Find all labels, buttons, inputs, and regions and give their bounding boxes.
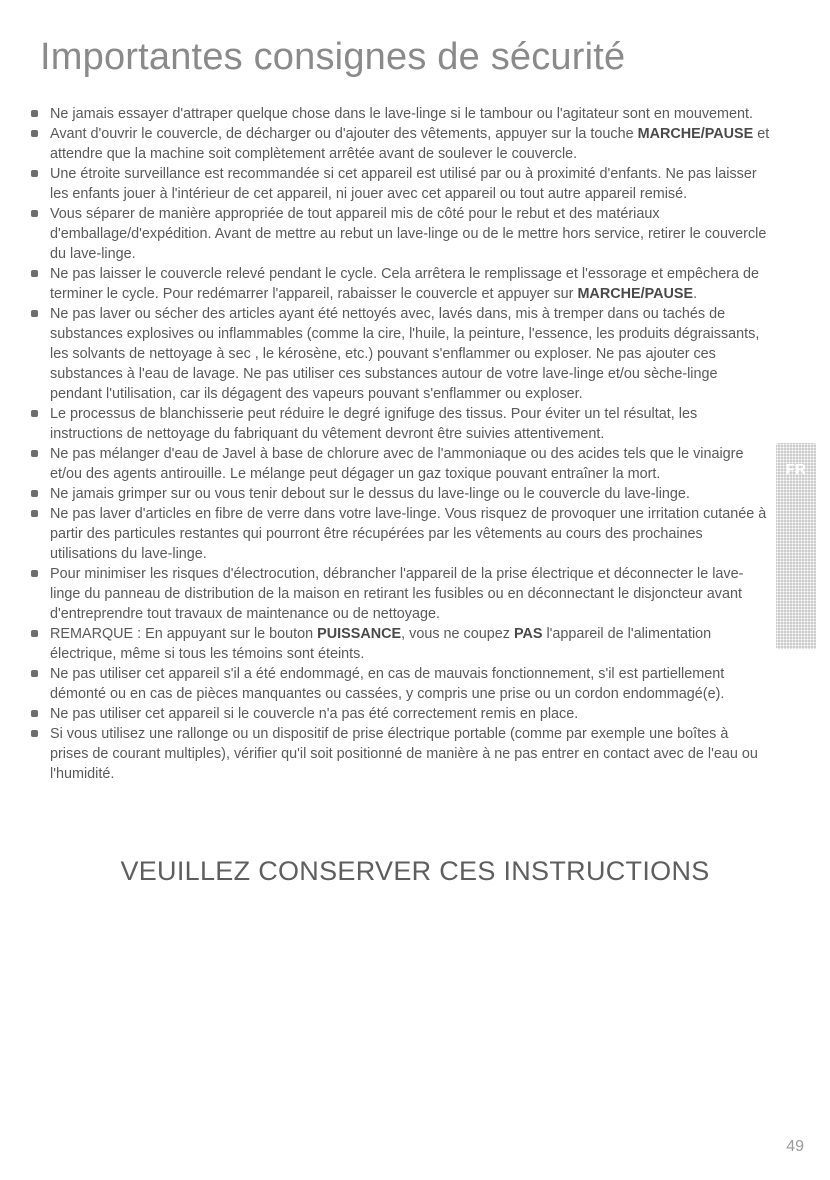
list-item-text: Le processus de blanchisserie peut réduire le degré ignifuge des tissus. Pour éviter un tel résultat, les instructions de nettoyage du fabriquant du vêtement devront être suivies attentivement. — [50, 406, 698, 442]
list-item — [28, 404, 770, 444]
list-item — [28, 264, 770, 304]
square-bullet-icon — [31, 570, 38, 577]
button-reference-marche-pause: MARCHE/PAUSE — [637, 126, 754, 142]
square-bullet-icon — [31, 510, 38, 517]
list-item — [28, 204, 770, 264]
emphasis-pas: PAS — [513, 626, 543, 642]
save-instructions-heading: VEUILLEZ CONSERVER CES INSTRUCTIONS — [120, 856, 710, 886]
list-item-text: Ne pas utiliser cet appareil si le couvercle n'a pas été correctement remis en place. — [50, 706, 579, 722]
square-bullet-icon — [31, 730, 38, 737]
list-item-text: Ne pas laisser le couvercle relevé pendant le cycle. Cela arrêtera le remplissage et l'essorage et empêchera de terminer le cycle. Pour redémarrer l'appareil, rabaisser le couvercle et appuyer sur — [50, 266, 760, 302]
list-item-text: . — [693, 286, 698, 302]
square-bullet-icon — [31, 170, 38, 177]
square-bullet-icon — [31, 210, 38, 217]
list-item-text: , vous ne coupez — [401, 626, 514, 642]
list-item-text: Si vous utilisez une rallonge ou un dispositif de prise électrique portable (comme par exemple une boîtes à prises de courant multiples), vérifier qu'il soit positionné de manière à ne pas entrer en contact avec de l'eau ou l'humidité. — [50, 726, 758, 782]
square-bullet-icon — [31, 450, 38, 457]
list-item — [28, 484, 770, 504]
list-item-text: Avant d'ouvrir le couvercle, de décharger ou d'ajouter des vêtements, appuyer sur la touche — [50, 126, 638, 142]
language-tab — [776, 443, 816, 649]
safety-instructions-list — [28, 104, 770, 784]
list-item — [28, 444, 770, 484]
list-item — [28, 624, 770, 664]
list-item-text: Ne pas laver ou sécher des articles ayant été nettoyés avec, lavés dans, mis à tremper dans ou tachés de substances explosives ou inflammables (comme la cire, l'huile, la peinture, l'essence, les produits dégraissants, les solvants de nettoyage à sec , le kérosène, etc.) pouvant s'enflammer ou exploser. Ne pas ajouter ces substances à l'eau de lavage. Ne pas utiliser ces substances autour de votre lave-linge et/ou sèche-linge pendant l'utilisation, car ils dégagent des vapeurs pouvant s'enflammer ou exploser. — [50, 306, 760, 402]
list-item — [28, 664, 770, 704]
square-bullet-icon — [31, 710, 38, 717]
square-bullet-icon — [31, 670, 38, 677]
list-item-text: Ne jamais essayer d'attraper quelque chose dans le lave-linge si le tambour ou l'agitateur sont en mouvement. — [50, 106, 754, 122]
square-bullet-icon — [31, 630, 38, 637]
page-number: 49 — [786, 1138, 804, 1155]
list-item — [28, 504, 770, 564]
square-bullet-icon — [31, 110, 38, 117]
list-item-text: l'appareil de l'alimentation électrique, même si tous les témoins sont éteints. — [50, 626, 712, 662]
button-reference-puissance: PUISSANCE — [317, 626, 402, 642]
list-item-text: Ne pas mélanger d'eau de Javel à base de chlorure avec de l'ammoniaque ou des acides tels que le vinaigre et/ou des agents antirouille. Le mélange peut dégager un gaz toxique pouvant entraîner la mort. — [50, 446, 744, 482]
square-bullet-icon — [31, 130, 38, 137]
list-item-text: Vous séparer de manière appropriée de tout appareil mis de côté pour le rebut et des matériaux d'emballage/d'expédition. Avant de mettre au rebut un lave-linge ou de le mettre hors service, retirer le couvercle du lave-linge. — [50, 206, 767, 262]
page-title: Importantes consignes de sécurité — [40, 36, 626, 78]
list-item — [28, 164, 770, 204]
square-bullet-icon — [31, 490, 38, 497]
list-item — [28, 564, 770, 624]
list-item-text: et attendre que la machine soit complètement arrêtée avant de soulever le couvercle. — [50, 126, 770, 162]
list-item — [28, 124, 770, 164]
list-item — [28, 724, 770, 784]
list-item-text: Ne pas laver d'articles en fibre de verre dans votre lave-linge. Vous risquez de provoquer une irritation cutanée à partir des particules restantes qui pourront être récupérées par les vêtements au cours des prochaines utilisations du lave-linge. — [50, 506, 767, 562]
list-item-text: Ne jamais grimper sur ou vous tenir debout sur le dessus du lave-linge ou le couvercle du lave-linge. — [50, 486, 690, 502]
square-bullet-icon — [31, 270, 38, 277]
square-bullet-icon — [31, 410, 38, 417]
button-reference-marche-pause: MARCHE/PAUSE — [577, 286, 694, 302]
list-item — [28, 704, 770, 724]
list-item-text: Ne pas utiliser cet appareil s'il a été endommagé, en cas de mauvais fonctionnement, s'il est partiellement démonté ou en cas de pièces manquantes ou cassées, y compris une prise ou un cordon endommagé(e). — [50, 666, 725, 702]
list-item — [28, 304, 770, 404]
square-bullet-icon — [31, 310, 38, 317]
list-item-text: Une étroite surveillance est recommandée si cet appareil est utilisé par ou à proximité d'enfants. Ne pas laisser les enfants jouer à l'intérieur de cet appareil, ni jouer avec cet appareil ou tout autre appareil remisé. — [50, 166, 757, 202]
list-item — [28, 104, 770, 124]
language-tab-label: FR — [785, 461, 807, 478]
list-item-text: REMARQUE : En appuyant sur le bouton — [50, 626, 318, 642]
list-item-text: Pour minimiser les risques d'électrocution, débrancher l'appareil de la prise électrique et déconnecter le lave-linge du panneau de distribution de la maison en retirant les fusibles ou en déconnectant le disjoncteur avant d'entreprendre tout travaux de maintenance ou de nettoyage. — [50, 566, 744, 622]
